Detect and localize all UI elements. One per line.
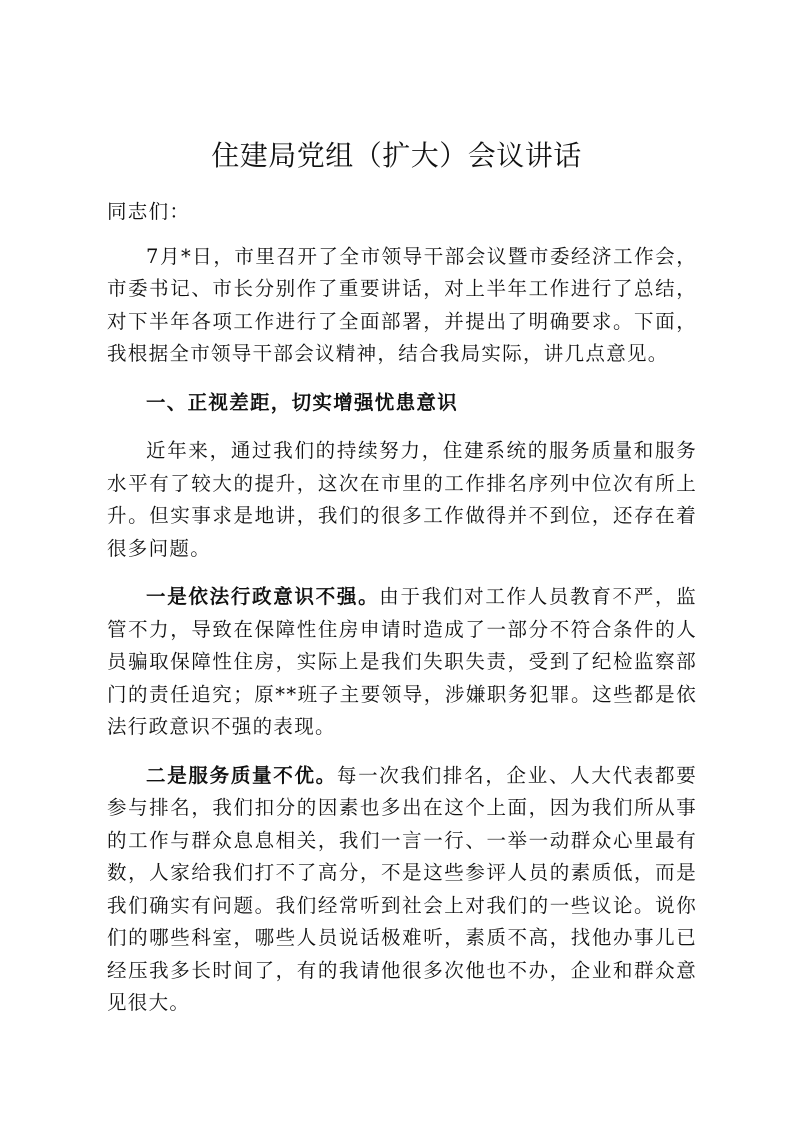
point-2-text: 每一次我们排名，企业、人大代表都要参与排名，我们扣分的因素也多出在这个上面，因为我们所从事的工作与群众息息相关，我们一言一行、一举一动群众心里最有数，人家给我们打不了高分，不是这些参评人员的素质低，而是我们确实有问题。我们经常听到社会上对我们的一些议论。说你们的哪些科室，哪些人员说话极难听，素质不高，找他办事儿已经压我多长时间了，有的我请他很多次他也不办，企业和群众意见很大。	[107, 763, 697, 1014]
point-1-text: 由于我们对工作人员教育不严，监管不力，导致在保障性住房申请时造成了一部分不符合条件的人员骗取保障性住房，实际上是我们失职失责，受到了纪检监察部门的责任追究；原**班子主要领导，涉嫌职务犯罪。这些都是依法行政意识不强的表现。	[107, 585, 697, 738]
point-1-paragraph	[107, 581, 697, 744]
point-2-paragraph	[107, 760, 697, 1020]
section1-paragraph-1: 近年来，通过我们的持续努力，住建系统的服务质量和服务水平有了较大的提升，这次在市里的工作排名序列中位次有所上升。但实事求是地讲，我们的很多工作做得并不到位，还存在着很多问题。	[107, 439, 697, 560]
greeting: 同志们：	[107, 200, 191, 223]
point-1-lead: 一是依法行政意识不强。	[146, 585, 380, 608]
document-title: 住建局党组（扩大）会议讲话	[211, 139, 582, 172]
section-heading-1: 一、正视差距，切实增强忧患意识	[146, 390, 459, 414]
document-body	[107, 196, 697, 1020]
intro-paragraph: 7月*日，市里召开了全市领导干部会议暨市委经济工作会，市委书记、市长分别作了重要讲话，对上半年工作进行了总结，对下半年各项工作进行了全面部署，并提出了明确要求。下面，我根据全市领导干部会议精神，结合我局实际，讲几点意见。	[107, 244, 697, 365]
point-2-lead: 二是服务质量不优。	[146, 763, 337, 787]
